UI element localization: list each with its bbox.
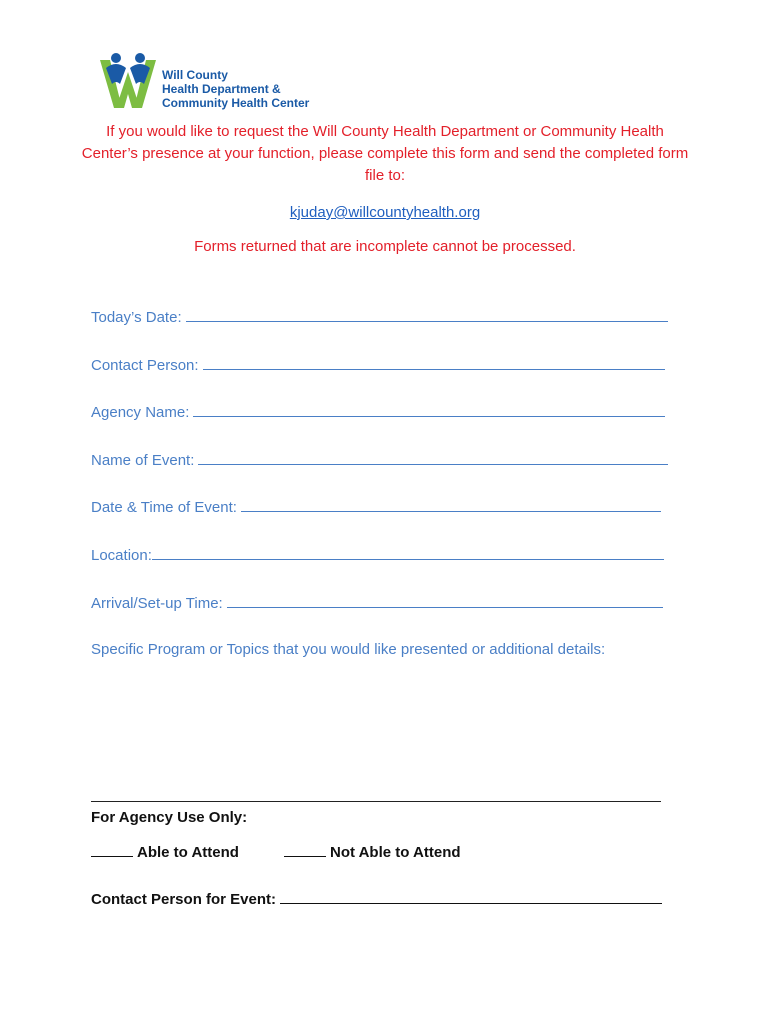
date-time-blank[interactable] xyxy=(241,497,661,512)
details-blank-line[interactable] xyxy=(91,801,661,802)
incomplete-warning: Forms returned that are incomplete cannot be processed. xyxy=(194,238,576,255)
event-name-blank[interactable] xyxy=(198,450,668,465)
location-field xyxy=(91,545,664,566)
todays-date-field xyxy=(91,307,668,328)
event-contact-row xyxy=(91,889,662,910)
event-contact-label: Contact Person for Event: xyxy=(91,891,277,908)
event-contact-blank[interactable] xyxy=(280,889,662,904)
logo-line-1: Will County xyxy=(162,68,228,82)
able-to-attend-blank[interactable] xyxy=(91,842,133,857)
arrival-time-field xyxy=(91,593,663,614)
email-link[interactable]: kjuday@willcountyhealth.org xyxy=(289,204,481,221)
logo-line-3: Community Health Center xyxy=(162,96,310,110)
not-able-label: Not Able to Attend xyxy=(330,844,461,861)
todays-date-label: Today’s Date: xyxy=(91,309,182,326)
agency-name-blank[interactable] xyxy=(193,402,665,417)
logo-line-2: Health Department & xyxy=(162,82,281,96)
agency-name-field xyxy=(91,402,665,423)
date-time-label: Date & Time of Event: xyxy=(91,499,237,516)
able-to-attend-row xyxy=(91,842,239,863)
location-label: Location: xyxy=(91,547,152,564)
intro-text: If you would like to request the Will County Health Department or Community Health Center’s presence at your function, please complete this form and send the completed form file to: xyxy=(81,123,689,184)
will-county-logo xyxy=(96,50,336,114)
able-to-attend-label: Able to Attend xyxy=(137,844,239,861)
agency-name-label: Agency Name: xyxy=(91,404,190,421)
event-name-label: Name of Event: xyxy=(91,452,195,469)
contact-person-label: Contact Person: xyxy=(91,357,199,374)
logo-text xyxy=(162,68,309,110)
event-name-field xyxy=(91,450,668,471)
details-label: Specific Program or Topics that you would like presented or additional details: xyxy=(91,641,606,658)
contact-person-field xyxy=(91,355,665,376)
location-blank[interactable] xyxy=(152,545,664,560)
date-time-field xyxy=(91,497,661,518)
not-able-row xyxy=(284,842,461,863)
agency-use-heading: For Agency Use Only: xyxy=(91,809,248,826)
contact-person-blank[interactable] xyxy=(203,355,665,370)
arrival-time-blank[interactable] xyxy=(227,593,663,608)
logo-figures-icon xyxy=(96,50,160,114)
arrival-time-label: Arrival/Set-up Time: xyxy=(91,595,223,612)
not-able-blank[interactable] xyxy=(284,842,326,857)
todays-date-blank[interactable] xyxy=(186,307,668,322)
